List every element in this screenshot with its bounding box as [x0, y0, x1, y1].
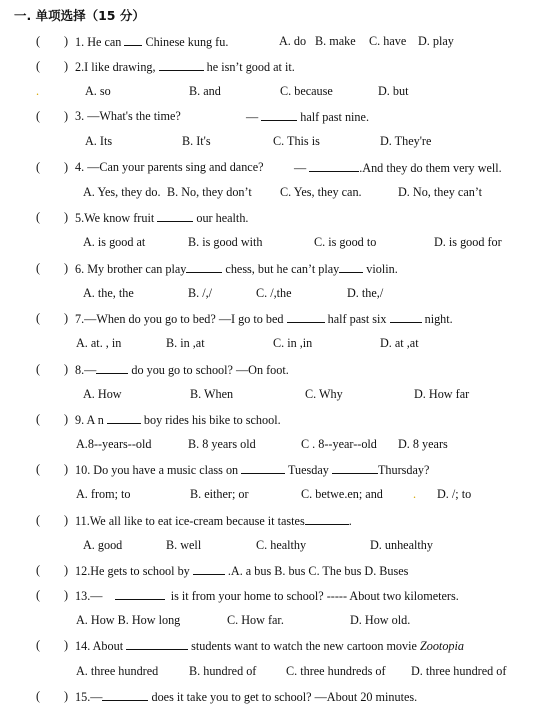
- answer-paren-close: ): [64, 689, 69, 703]
- answer-paren-open: (: [36, 412, 41, 426]
- options-2: [0, 84, 544, 102]
- answer-paren-open: (: [36, 261, 41, 275]
- options-13: [0, 613, 544, 631]
- question-stem: 12.He gets to school by .A. a bus B. bus C. The bus D. Buses: [75, 564, 409, 578]
- answer-paren-close: ): [64, 210, 69, 224]
- option-c: C. in ,in: [273, 336, 313, 350]
- answer-paren-close: ): [64, 462, 69, 476]
- movie-title: Zootopia: [419, 639, 464, 653]
- answer-paren-close: ): [64, 311, 69, 325]
- options-7: [0, 336, 544, 354]
- option-d: D. /; to: [437, 487, 472, 501]
- section-heading: 一. 单项选择（15 分）: [14, 8, 145, 23]
- question-stem: 11.We all like to eat ice-cream because it tastes .: [75, 514, 352, 528]
- option-b: B. well: [166, 538, 202, 552]
- option-a: A. from; to: [76, 487, 131, 501]
- option-d: D. three hundred of: [411, 664, 507, 678]
- options-9: [0, 437, 544, 455]
- options-11: [0, 538, 544, 556]
- answer-paren-close: ): [64, 638, 69, 652]
- blank: [159, 59, 204, 71]
- option-a: A. so: [85, 84, 111, 98]
- question-stem: 2.I like drawing, he isn’t good at it.: [75, 60, 295, 74]
- option-c: C. Yes, they can.: [280, 185, 362, 199]
- blank: [157, 210, 193, 222]
- option-a: A. Its: [85, 134, 113, 148]
- question-stem: 6. My brother can play chess, but he can’t play violin.: [75, 262, 398, 276]
- option-c: C. is good to: [314, 235, 377, 249]
- blank: [305, 513, 349, 525]
- question-1: [0, 34, 544, 52]
- blank: [193, 563, 225, 575]
- answer-paren-open: (: [36, 109, 41, 123]
- option-d: D. is good for: [434, 235, 502, 249]
- question-stem: 10. Do you have a music class on Tuesday Thursday?: [75, 463, 430, 477]
- answer-paren-open: (: [36, 210, 41, 224]
- option-b: B. When: [190, 387, 234, 401]
- answer-stem: — .And they do them very well.: [294, 161, 502, 175]
- option-b: B. is good with: [188, 235, 263, 249]
- answer-paren-close: ): [64, 412, 69, 426]
- blank: [332, 462, 378, 474]
- answer-paren-close: ): [64, 513, 69, 527]
- option-c: C. betwe.en; and: [301, 487, 383, 501]
- options-10: [0, 487, 544, 505]
- question-10: [0, 462, 544, 480]
- option-a: A. do: [279, 34, 307, 48]
- option-a: A. three hundred: [76, 664, 159, 678]
- options-5: [0, 235, 544, 253]
- options-8: [0, 387, 544, 405]
- blank: [96, 362, 128, 374]
- option-c: C. three hundreds of: [286, 664, 386, 678]
- option-b: B. and: [189, 84, 221, 98]
- question-7: [0, 311, 544, 329]
- options-6: [0, 286, 544, 304]
- option-d: D. How old.: [350, 613, 411, 627]
- option-c: C. This is: [273, 134, 320, 148]
- answer-paren-open: (: [36, 34, 41, 48]
- answer-paren-open: (: [36, 513, 41, 527]
- question-stem: 7.—When do you go to bed? —I go to bed half past six night.: [75, 312, 453, 326]
- option-d: D. at ,at: [380, 336, 419, 350]
- option-c: C. healthy: [256, 538, 307, 552]
- option-b: B. 8 years old: [188, 437, 256, 451]
- answer-paren-open: (: [36, 563, 41, 577]
- answer-paren-open: (: [36, 588, 41, 602]
- answer-paren-close: ): [64, 160, 69, 174]
- stray-dot: .: [413, 487, 417, 501]
- option-a: A. is good at: [83, 235, 146, 249]
- question-2: [0, 59, 544, 77]
- question-8: [0, 362, 544, 380]
- answer-paren-close: ): [64, 59, 69, 73]
- option-c: C . 8--year--old: [301, 437, 377, 451]
- question-6: [0, 261, 544, 279]
- option-c: C. How far.: [227, 613, 284, 627]
- answer-stem: — half past nine.: [246, 110, 369, 124]
- option-d: D. unhealthy: [370, 538, 433, 552]
- question-5: [0, 210, 544, 228]
- stray-dot: .: [36, 84, 40, 98]
- question-4: [0, 160, 544, 178]
- question-11: [0, 513, 544, 531]
- blank: [107, 412, 141, 424]
- blank: [126, 638, 188, 650]
- answer-paren-close: ): [64, 362, 69, 376]
- blank: [115, 588, 165, 600]
- blank: [309, 160, 359, 172]
- blank: [186, 261, 222, 273]
- answer-paren-open: (: [36, 689, 41, 703]
- option-d: D. No, they can’t: [398, 185, 483, 199]
- option-a: A. How: [83, 387, 122, 401]
- question-12: [0, 563, 544, 581]
- options-14: [0, 664, 544, 682]
- question-stem: 8.— do you go to school? —On foot.: [75, 363, 289, 377]
- option-b: B. No, they don’t: [167, 185, 252, 199]
- blank: [241, 462, 285, 474]
- blank: [102, 689, 148, 701]
- answer-paren-close: ): [64, 34, 69, 48]
- option-c: C. because: [280, 84, 333, 98]
- option-d: D. play: [418, 34, 454, 48]
- option-b: B. It's: [182, 134, 211, 148]
- options-3: [0, 134, 544, 152]
- question-9: [0, 412, 544, 430]
- option-a: A. good: [83, 538, 123, 552]
- option-b: B. either; or: [190, 487, 249, 501]
- option-a-b: A. How B. How long: [76, 613, 181, 627]
- answer-paren-close: ): [64, 563, 69, 577]
- question-stem: 13.— is it from your home to school? ----- About two kilometers.: [75, 589, 459, 603]
- question-14: [0, 638, 544, 656]
- option-d: D. the,/: [347, 286, 384, 300]
- answer-paren-close: ): [64, 109, 69, 123]
- blank: [339, 261, 363, 273]
- answer-paren-close: ): [64, 588, 69, 602]
- option-c: C. Why: [305, 387, 343, 401]
- answer-paren-open: (: [36, 362, 41, 376]
- blank: [287, 311, 325, 323]
- option-b: B. hundred of: [189, 664, 257, 678]
- option-a: A.8--years--old: [76, 437, 152, 451]
- blank: [124, 34, 142, 46]
- option-b: B. /,/: [188, 286, 213, 300]
- option-a: A. the, the: [83, 286, 134, 300]
- option-a: A. at. , in: [76, 336, 122, 350]
- option-c: C. have: [369, 34, 407, 48]
- option-d: D. How far: [414, 387, 470, 401]
- question-stem: 5.We know fruit our health.: [75, 211, 249, 225]
- question-stem: 9. A n boy rides his bike to school.: [75, 413, 281, 427]
- question-stem: 15.— does it take you to get to school? —About 20 minutes.: [75, 690, 418, 704]
- question-15: [0, 689, 544, 707]
- option-b: B. make: [315, 34, 356, 48]
- question-3: [0, 109, 544, 127]
- option-d: D. They're: [380, 134, 432, 148]
- option-d: D. but: [378, 84, 409, 98]
- question-stem: 14. About students want to watch the new cartoon movie Zootopia: [75, 639, 464, 653]
- answer-paren-open: (: [36, 59, 41, 73]
- option-c: C. /,the: [256, 286, 292, 300]
- answer-paren-open: (: [36, 311, 41, 325]
- question-stem: 1. He can Chinese kung fu.: [75, 35, 229, 49]
- answer-paren-close: ): [64, 261, 69, 275]
- question-13: [0, 588, 544, 606]
- option-b: B. in ,at: [166, 336, 205, 350]
- option-d: D. 8 years: [398, 437, 448, 451]
- question-stem: 4. —Can your parents sing and dance?: [75, 160, 264, 174]
- answer-paren-open: (: [36, 462, 41, 476]
- blank: [390, 311, 422, 323]
- answer-paren-open: (: [36, 160, 41, 174]
- question-stem: 3. —What's the time?: [75, 109, 181, 123]
- options-4: [0, 185, 544, 203]
- blank: [261, 109, 297, 121]
- answer-paren-open: (: [36, 638, 41, 652]
- option-a: A. Yes, they do.: [83, 185, 161, 199]
